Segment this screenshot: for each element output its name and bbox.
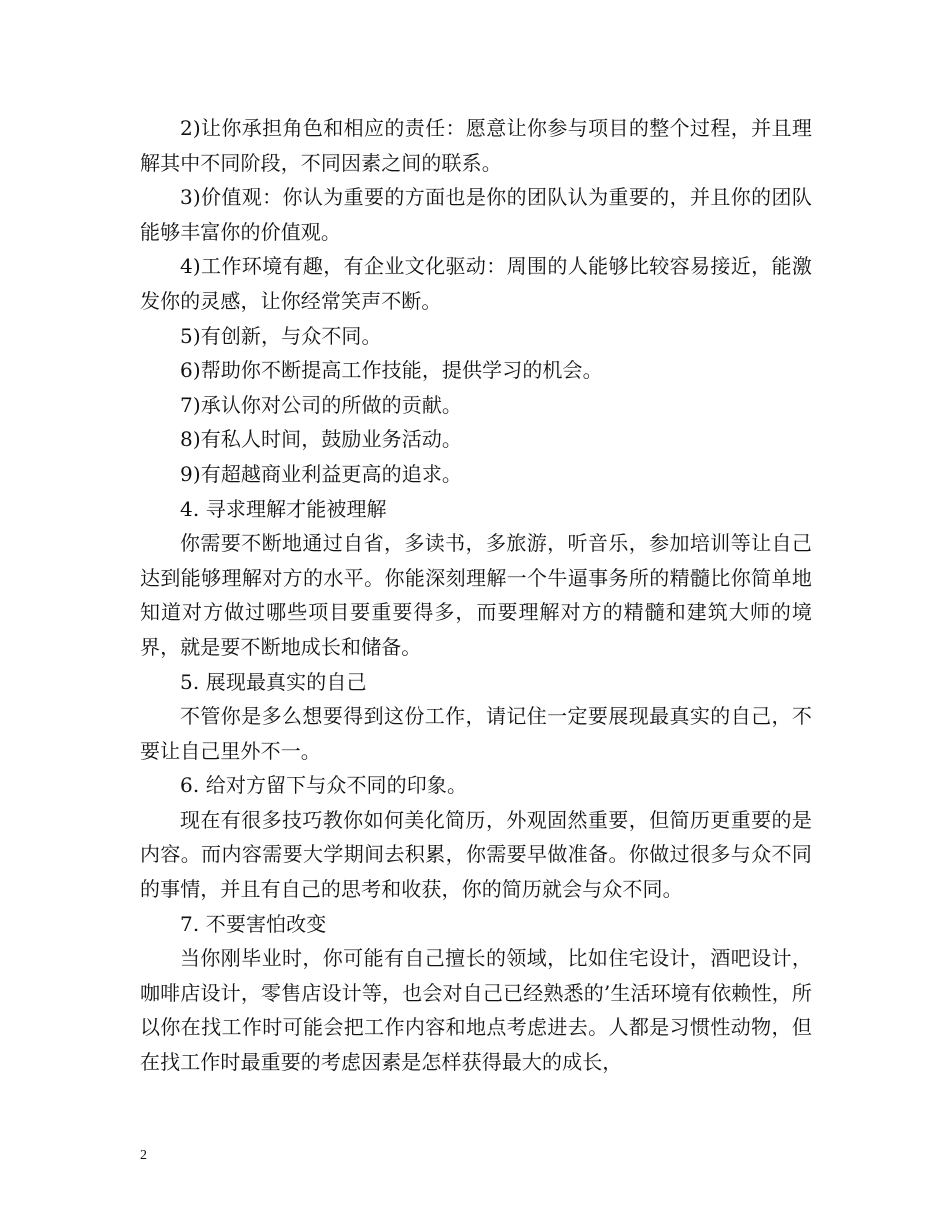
section-heading-true-self: 5. 展现最真实的自己 — [180, 669, 367, 694]
list-item-responsibility: 2)让你承担角色和相应的责任：愿意让你参与项目的整个过程，并且理解其中不同阶段，不同因素之间的联系。 — [140, 116, 812, 175]
list-item-innovation: 5)有创新，与众不同。 — [180, 323, 382, 348]
paragraph-change: 当你刚毕业时，你可能有自己擅长的领域，比如住宅设计，酒吧设计，咖啡店设计，零售店设计等，也会对自己已经熟悉的’生活环境有依赖性，所以你在找工作时可能会把工作内容和地点考虑进去。人都是习惯性动物，但在找工作时最重要的考虑因素是怎样获得最大的成长， — [140, 946, 812, 1075]
section-heading-impression: 6. 给对方留下与众不同的印象。 — [180, 773, 468, 798]
paragraph-impression: 现在有很多技巧教你如何美化简历，外观固然重要，但简历更重要的是内容。而内容需要大学期间去积累，你需要早做准备。你做过很多与众不同的事情，并且有自己的思考和收获，你的简历就会与众不同。 — [140, 807, 812, 902]
page-number: 2 — [140, 1148, 147, 1163]
paragraph-true-self: 不管你是多么想要得到这份工作，请记住一定要展现最真实的自己，不要让自己里外不一。 — [140, 704, 812, 763]
section-heading-change: 7. 不要害怕改变 — [180, 911, 327, 936]
list-item-work-environment: 4)工作环境有趣，有企业文化驱动：周围的人能够比较容易接近，能激发你的灵感，让你经常笑声不断。 — [140, 254, 812, 313]
section-heading-understanding: 4. 寻求理解才能被理解 — [180, 496, 387, 521]
list-item-recognition: 7)承认你对公司的所做的贡献。 — [180, 392, 463, 417]
paragraph-understanding: 你需要不断地通过自省，多读书，多旅游，听音乐，参加培训等让自己达到能够理解对方的水平。你能深刻理解一个牛逼事务所的精髓比你简单地知道对方做过哪些项目要重要得多，而要理解对方的精髓和建筑大师的境界，就是要不断地成长和储备。 — [140, 531, 812, 659]
list-item-higher-pursuit: 9)有超越商业利益更高的追求。 — [180, 461, 463, 486]
list-item-values: 3)价值观：你认为重要的方面也是你的团队认为重要的，并且你的团队能够丰富你的价值观。 — [140, 185, 812, 244]
document-body — [140, 111, 812, 1080]
list-item-private-time: 8)有私人时间，鼓励业务活动。 — [180, 427, 463, 452]
list-item-skills: 6)帮助你不断提高工作技能，提供学习的机会。 — [180, 358, 603, 383]
